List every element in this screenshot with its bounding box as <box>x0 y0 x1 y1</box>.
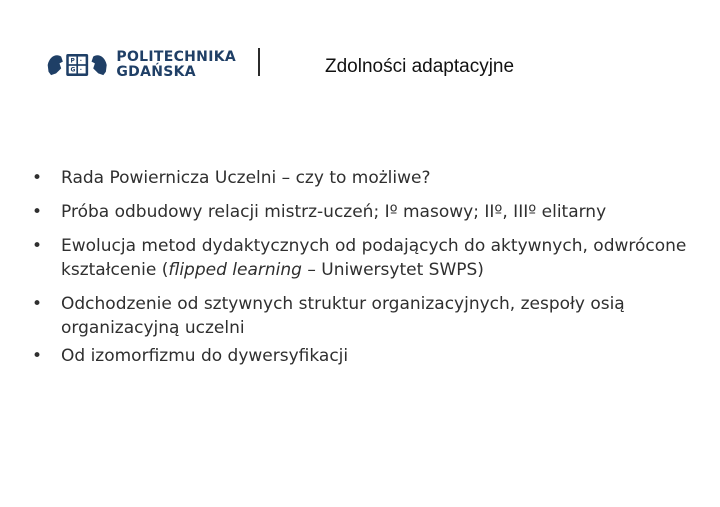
bullet-text: Rada Powiernicza Uczelni – czy to możliwe? <box>61 168 431 188</box>
bullet-item <box>32 200 702 224</box>
university-logo <box>46 47 236 83</box>
header-divider <box>258 48 260 76</box>
slide-title: Zdolności adaptacyjne <box>325 56 515 77</box>
bullet-item <box>32 234 702 282</box>
bullet-marker: • <box>32 294 43 314</box>
logo-wordmark <box>116 50 236 80</box>
bullet-text <box>61 236 686 280</box>
bullet-text: Odchodzenie od sztywnych struktur organizacyjnych, zespoły osią organizacyjną uczelni <box>61 294 625 338</box>
bullet-item <box>32 344 702 368</box>
bullet-text-part: Ewolucja metod dydaktycznych od podających do aktywnych, odwrócone kształcenie ( <box>61 236 687 280</box>
bullet-item <box>32 292 702 340</box>
bullet-marker: • <box>32 346 43 366</box>
bullet-text-part: – Uniwersytet SWPS) <box>301 260 484 280</box>
bullet-text-italic: flipped learning <box>168 260 302 280</box>
svg-text:P: P <box>70 58 75 65</box>
bullet-list <box>32 166 702 368</box>
bullet-marker: • <box>32 168 43 188</box>
bullet-marker: • <box>32 202 43 222</box>
bullet-text: Próba odbudowy relacji mistrz-uczeń; Iº masowy; IIº, IIIº elitarny <box>61 202 607 222</box>
logo-line-2: GDAŃSKA <box>116 64 196 80</box>
bullet-item <box>32 166 702 190</box>
bullet-marker: • <box>32 236 43 256</box>
svg-text:G: G <box>70 67 76 74</box>
logo-line-1: POLITECHNIKA <box>116 49 236 65</box>
university-emblem-icon <box>46 47 108 83</box>
svg-text:·: · <box>79 58 82 65</box>
svg-text:·: · <box>79 67 82 74</box>
bullet-text: Od izomorfizmu do dywersyfikacji <box>61 346 349 366</box>
